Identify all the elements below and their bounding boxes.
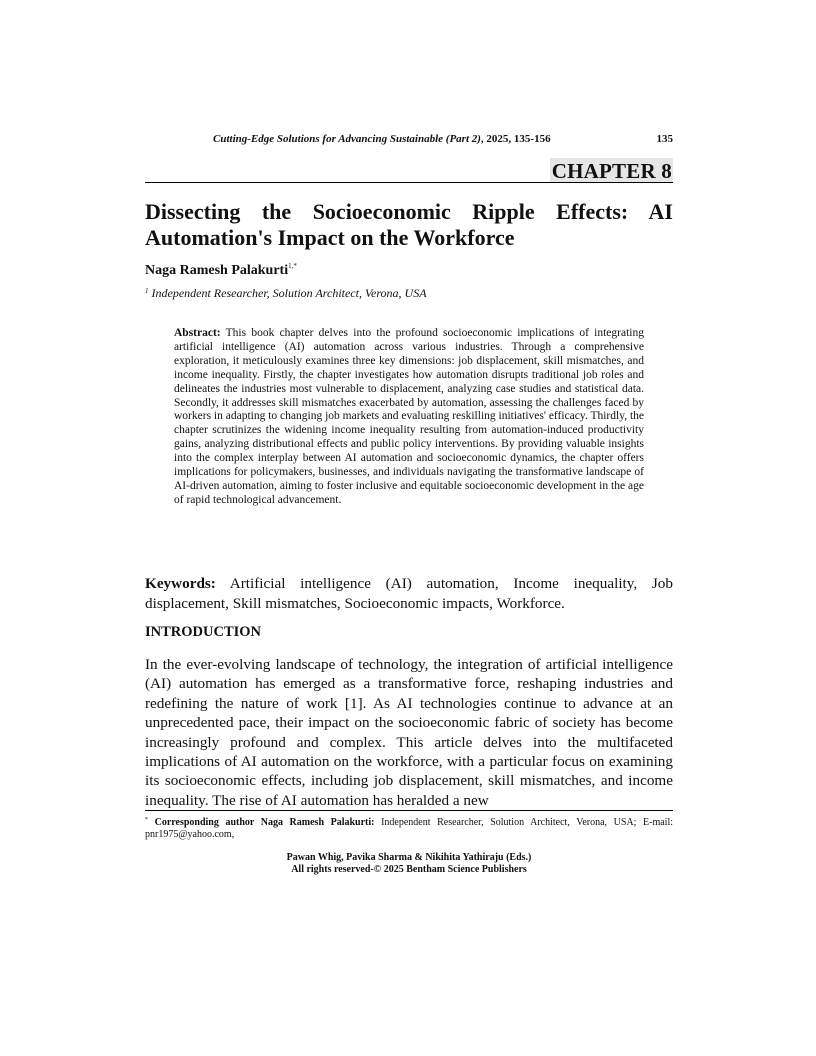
abstract-text: This book chapter delves into the profound socioeconomic implications of integrating artificial intelligence (AI) automation across various industries. Through a comprehensive exploration, it meticulously examines three key dimensions: job displacement, skill mismatches, and income inequality. Firstly, the chapter investigates how automation disrupts traditional job roles and delineates the industries most vulnerable to displacement, analyzing case studies and statistical data. Secondly, it addresses skill mismatches exacerbated by automation, assessing the challenges faced by workers in adapting to changing job markets and evaluating reskilling initiatives' efficacy. Thirdly, the chapter scrutinizes the widening income inequality resulting from automation-induced productivity gains, analyzing distributional effects and public policy interventions. By providing valuable insights into the complex interplay between AI automation and socioeconomic dynamics, the chapter offers implications for policymakers, businesses, and individuals navigating the transformative landscape of AI-driven automation, aiming to foster inclusive and equitable socioeconomic development in the age of rapid technological advancement. bbox=[174, 327, 644, 506]
keywords-label: Keywords: bbox=[145, 575, 216, 592]
author-marker: 1,* bbox=[288, 262, 297, 270]
affiliation-marker: 1 bbox=[145, 287, 149, 295]
author-line bbox=[145, 262, 297, 279]
author-name: Naga Ramesh Palakurti bbox=[145, 263, 289, 278]
footnote-marker: * bbox=[145, 817, 148, 823]
abstract-label: Abstract: bbox=[174, 327, 221, 339]
footer-editors: Pawan Whig, Pavika Sharma & Nikihita Yathiraju (Eds.) bbox=[286, 852, 532, 863]
chapter-divider bbox=[145, 182, 673, 183]
affiliation-line bbox=[145, 286, 427, 301]
abstract bbox=[174, 327, 644, 508]
publisher-footer bbox=[145, 852, 673, 876]
chapter-label: CHAPTER 8 bbox=[551, 159, 672, 183]
chapter-title: Dissecting the Socioeconomic Ripple Effects: AI Automation's Impact on the Workforce bbox=[145, 199, 673, 250]
footer-rights: All rights reserved-© 2025 Bentham Science Publishers bbox=[291, 864, 527, 875]
footnote-label: Corresponding author Naga Ramesh Palakurti: bbox=[154, 817, 375, 828]
keywords-text: Artificial intelligence (AI) automation, Income inequality, Job displacement, Skill mismatches, Socioeconomic impacts, Workforce. bbox=[145, 575, 673, 612]
introduction-paragraph: In the ever-evolving landscape of technology, the integration of artificial intelligence (AI) automation has emerged as a transformative force, reshaping industries and redefining the nature of work [1]. As AI technologies continue to advance at an unprecedented pace, their impact on the socioeconomic fabric of society has become increasingly profound and complex. This article delves into the multifaceted implications of AI automation on the workforce, with a particular focus on examining its socioeconomic effects, including job displacement, skill mismatches, and income inequality. The rise of AI automation has heralded a new bbox=[145, 656, 673, 809]
journal-citation bbox=[213, 133, 551, 145]
footnote-text: Independent Researcher, Solution Architect, Verona, USA; E-mail: pnr1975@yahoo.com, bbox=[145, 817, 673, 840]
page-number: 135 bbox=[656, 133, 673, 145]
footnote bbox=[145, 814, 673, 841]
affiliation-text: Independent Researcher, Solution Architect, Verona, USA bbox=[151, 286, 427, 300]
journal-title: Cutting-Edge Solutions for Advancing Sustainable (Part 2) bbox=[213, 133, 481, 145]
keywords bbox=[145, 574, 673, 613]
section-heading-introduction: INTRODUCTION bbox=[145, 624, 262, 640]
footnote-divider bbox=[145, 810, 673, 811]
journal-volume-pages: , 2025, 135-156 bbox=[480, 133, 551, 145]
